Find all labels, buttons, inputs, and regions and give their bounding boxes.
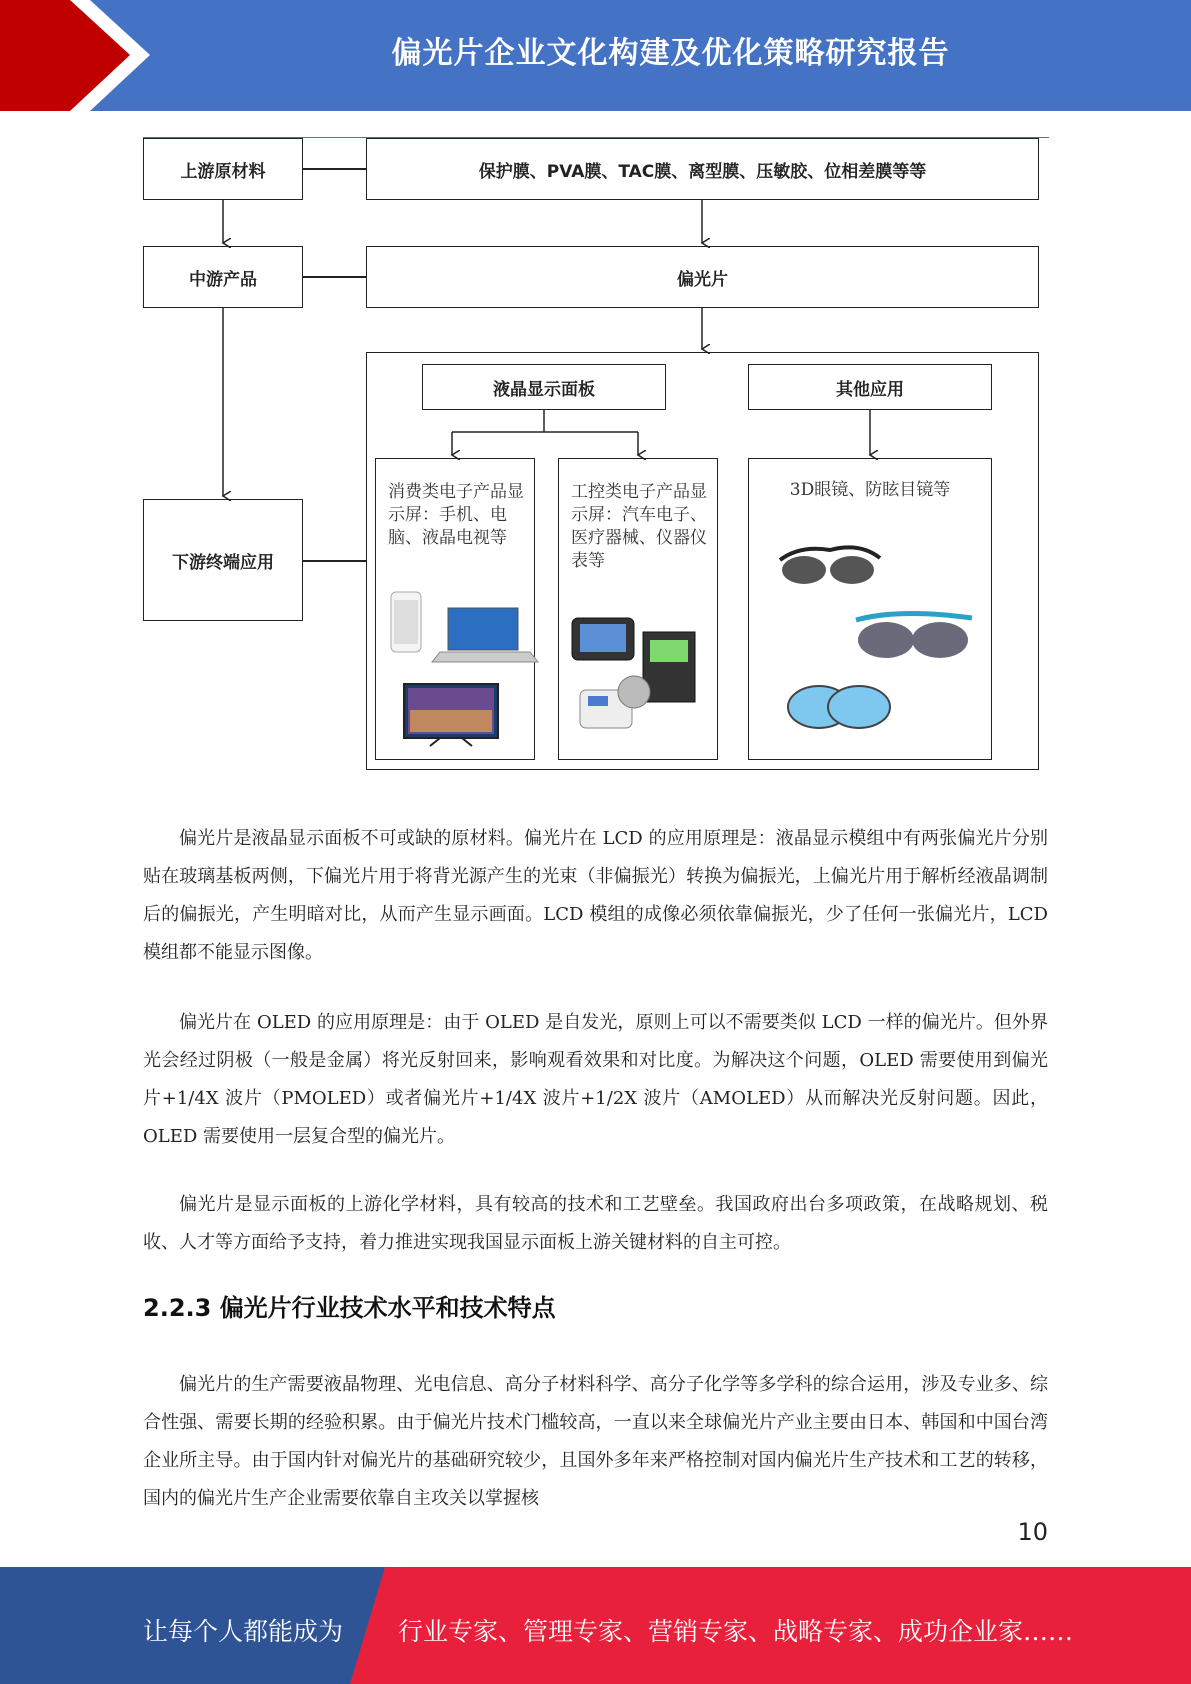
paragraph-policy: 偏光片是显示面板的上游化学材料，具有较高的技术和工艺壁垒。我国政府出台多项政策，在战略规划、税收、人才等方面给予支持，着力推进实现我国显示面板上游关键材料的自主可控。 [143,1194,1048,1253]
other-apps-text: 3D眼镜、防眩目镜等 [789,480,951,500]
page-header [0,0,1191,111]
connector [303,168,366,170]
industrial-electronics-box [558,458,718,760]
connector [303,560,366,562]
paragraph-oled: 偏光片在 OLED 的应用原理是：由于 OLED 是自发光，原则上可以不需要类似 LCD 一样的偏光片。但外界光会经过阴极（一般是金属）将光反射回来，影响观看效果和对比度。为解决这个问题，OLED 需要使用到偏光片+1/4X 波片（PMOLED）或者偏光片+1/4X 波片+1/2X 波片（AMOLED）从而解决光反射问题。因此，OLED 需要使用一层复合型的偏光片。 [143,1012,1048,1147]
lcd-panel-box: 液晶显示面板 [422,364,666,410]
other-apps-box: 其他应用 [748,364,992,410]
upstream-box: 上游原材料 [143,138,303,200]
paragraph-tech: 偏光片的生产需要液晶物理、光电信息、高分子材料科学、高分子化学等多学科的综合运用，涉及专业多、综合性强、需要长期的经验积累。由于偏光片技术门槛较高，一直以来全球偏光片产业主要由日本、韩国和中国台湾企业所主导。由于国内针对偏光片的基础研究较少，且国外多年来严格控制对国内偏光片生产技术和工艺的转移，国内的偏光片生产企业需要依靠自主攻关以掌握核 [143,1374,1048,1509]
midstream-box: 中游产品 [143,246,303,308]
paragraph-lcd: 偏光片是液晶显示面板不可或缺的原材料。偏光片在 LCD 的应用原理是：液晶显示模组中有两张偏光片分别贴在玻璃基板两侧，下偏光片用于将背光源产生的光束（非偏振光）转换为偏振光，上偏光片用于解析经液晶调制后的偏振光，产生明暗对比，从而产生显示画面。LCD 模组的成像必须依靠偏振光，少了任何一张偏光片，LCD 模组都不能显示图像。 [143,828,1048,963]
page-number: 10 [1017,1518,1048,1546]
section-title: 2.2.3 偏光片行业技术水平和技术特点 [143,1294,556,1322]
consumer-electronics-box [375,458,535,760]
footer-slogan-left: 让每个人都能成为 [143,1617,344,1646]
upstream-detail-box: 保护膜、PVA膜、TAC膜、离型膜、压敏胶、位相差膜等等 [366,138,1039,200]
industrial-text: 工控类电子产品显示屏：汽车电子、医疗器械、仪器仪表等 [571,482,707,571]
midstream-detail-box: 偏光片 [366,246,1039,308]
footer-slogan-right: 行业专家、管理专家、营销专家、战略专家、成功企业家…… [398,1617,1074,1646]
other-apps-detail-box [748,458,992,760]
header-arrow-decoration [0,0,160,111]
downstream-box: 下游终端应用 [143,499,303,621]
connector [303,276,366,278]
header-title: 偏光片企业文化构建及优化策略研究报告 [391,36,950,71]
consumer-text: 消费类电子产品显示屏：手机、电脑、液晶电视等 [388,482,524,548]
